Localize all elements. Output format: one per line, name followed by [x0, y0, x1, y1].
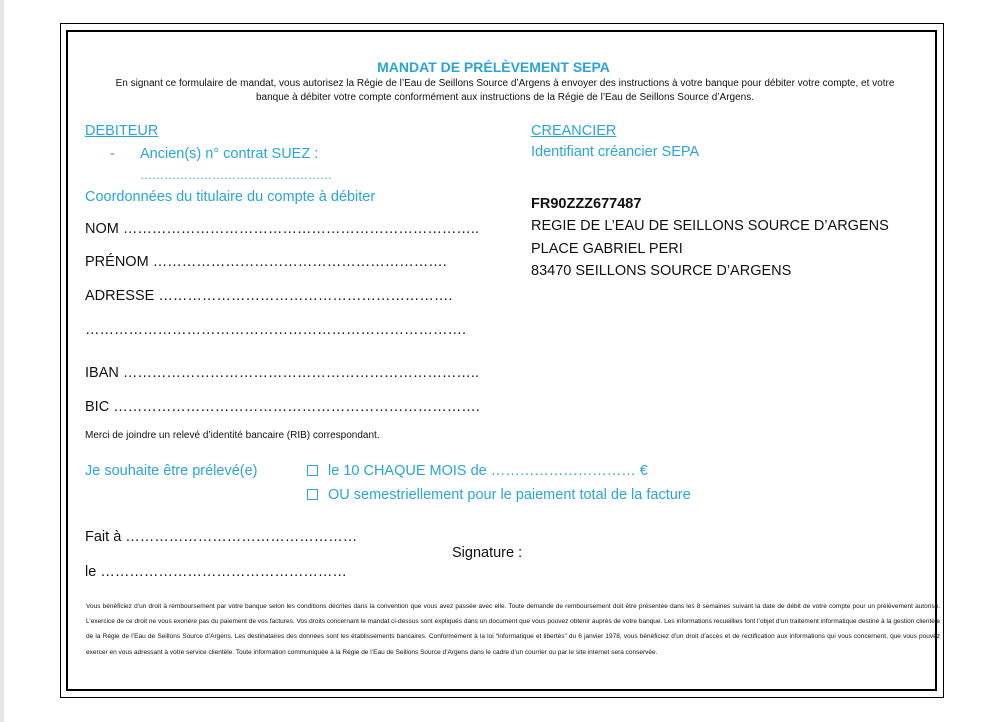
creancier-heading: CREANCIER	[531, 123, 617, 139]
iban-label: IBAN	[85, 365, 119, 381]
creancier-address: PLACE GABRIEL PERI	[531, 241, 683, 257]
document-title: MANDAT DE PRÉLÈVEMENT SEPA	[377, 59, 610, 75]
fait-a-value[interactable]: …………………………………………	[125, 529, 358, 545]
nom-label: NOM	[85, 221, 119, 237]
intro-line-1: En signant ce formulaire de mandat, vous autorisez la Régie de l’Eau de Seillons Source d’Argens à envoyer des instructions à votre banque pour débiter votre compte, et votre	[115, 78, 895, 89]
iban-field[interactable]	[85, 365, 479, 381]
prenom-value[interactable]: …………………………………………………….	[152, 254, 447, 270]
inner-frame	[66, 30, 937, 691]
bullet-dash: -	[110, 146, 115, 162]
bic-value[interactable]: ………………………………………………………………….	[113, 399, 480, 415]
fait-a-field[interactable]	[85, 529, 357, 545]
prelevement-label: Je souhaite être prélevé(e)	[85, 463, 258, 479]
identifiant-label: Identifiant créancier SEPA	[531, 144, 700, 160]
ancien-contrat-label: Ancien(s) n° contrat SUEZ :	[140, 146, 319, 162]
adresse-field[interactable]	[85, 288, 452, 304]
fait-a-label: Fait à	[85, 529, 122, 545]
option-monthly[interactable]	[307, 463, 648, 479]
date-label: le	[85, 564, 97, 580]
creancier-name: REGIE DE L’EAU DE SEILLONS SOURCE D’ARGENS	[531, 218, 889, 234]
option-semestrial-label: OU semestriellement pour le paiement total de la facture	[328, 487, 691, 503]
option-monthly-label: le 10 CHAQUE MOIS de ………………………… €	[328, 463, 648, 479]
bic-field[interactable]	[85, 399, 480, 415]
option-semestrial[interactable]	[307, 487, 691, 503]
page-margin-strip	[0, 0, 4, 722]
adresse-value[interactable]: …………………………………………………….	[158, 288, 453, 304]
intro-text	[75, 77, 935, 105]
date-field[interactable]	[85, 564, 347, 580]
adresse-label: ADRESSE	[85, 288, 155, 304]
checkbox-monthly[interactable]	[307, 465, 318, 476]
prenom-label: PRÉNOM	[85, 254, 149, 270]
adresse-line-2-value[interactable]: …………………………………………………………………….	[85, 322, 467, 338]
legal-notice: Vous bénéficiez d’un droit à remboursement par votre banque selon les conditions décrites dans la convention que vous avez passée avec elle. Toute demande de remboursement doit être présentée dans les 8 semaines suivant la date de débit de votre compte pour un prélèvement autorisé. L’exercice de ce droit ne vous exonère pas du paiement de vos factures. Vos droits concernant le mandat ci-dessus sont expliqués dans un document que vous pouvez obtenir auprès de votre banque. Les informations recueillies font l’objet d’un traitement informatique destiné à la gestion clientèle de la Régie de l’Eau de Seillons Source d’Argens. Les destinataires des données sont les établissements bancaires. Conformément à la loi “informatique et libertés” du 6 janvier 1978, vous bénéficiez d’un droit d’accès et de rectification aux informations qui vous concernent, que vous pouvez exercer en vous adressant à votre service clientèle. Toute information communiquée à la Régie de l’Eau de Seillons Source d’Argens dans le cadre d’un courrier ou par le site internet sera conservée.	[86, 603, 940, 656]
intro-line-2: banque à débiter votre compte conformément aux instructions de la Régie de l’Eau de Seillons Source d’Argens.	[255, 92, 755, 103]
nom-field[interactable]	[85, 221, 479, 237]
checkbox-semestrial[interactable]	[307, 489, 318, 500]
prenom-field[interactable]	[85, 254, 447, 270]
date-value[interactable]: ……………………………………………	[100, 564, 347, 580]
identifiant-value: FR90ZZZ677487	[531, 196, 642, 212]
adresse-line-2-field[interactable]	[85, 322, 466, 338]
bic-label: BIC	[85, 399, 110, 415]
iban-value[interactable]: ………………………………………………………………..	[122, 365, 479, 381]
debiteur-heading: DEBITEUR	[85, 123, 159, 139]
rib-note: Merci de joindre un relevé d’identité bancaire (RIB) correspondant.	[85, 430, 380, 441]
ancien-contrat-field[interactable]: …………………………………………	[140, 168, 332, 182]
nom-value[interactable]: ………………………………………………………………..	[122, 221, 479, 237]
signature-label: Signature :	[452, 545, 523, 561]
creancier-city: 83470 SEILLONS SOURCE D’ARGENS	[531, 263, 792, 279]
coordonnees-label: Coordonnées du titulaire du compte à débiter	[85, 189, 376, 205]
